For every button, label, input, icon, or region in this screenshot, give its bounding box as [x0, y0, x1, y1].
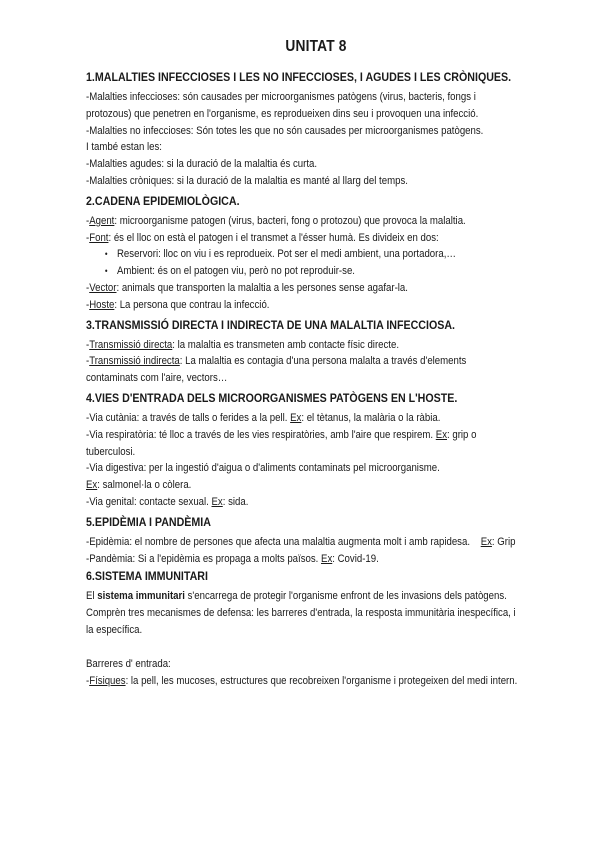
via-respiratoria-text: -Via respiratòria: té lloc a través de les vies respiratòries, amb l'aire que respirem. [86, 428, 436, 441]
vector-line: -Vector: animals que transporten la malaltia a les persones sense agafar-la. [86, 281, 408, 294]
font-line: -Font: és el lloc on està el patogen i el transmet a l'ésser humà. Es divideix en dos: [86, 231, 439, 244]
via-genital-line [86, 494, 545, 511]
hoste-definition: : La persona que contrau la infecció. [114, 298, 270, 311]
indirect-definition: : La malaltia es contagia d'una persona malalta a través d'elements [179, 355, 467, 368]
font-definition: : és el lloc on està el patogen i el transmet a l'ésser humà. Es divideix en dos: [108, 231, 439, 244]
page-title: UNITAT 8 [285, 38, 347, 55]
section-4-heading: 4.VIES D'ENTRADA DELS MICROORGANISMES PATÒGENS EN L'HOSTE. [86, 390, 458, 405]
agent-line: -Agent: microorganisme patogen (virus, bacteri, fong o protozou) que provoca la malaltia. [86, 214, 466, 227]
immune-line-3: la específica. [86, 623, 143, 636]
section-2-heading: 2.CADENA EPIDEMIOLÒGICA. [86, 193, 240, 208]
bullet-reservori: • Reservori: lloc on viu i es reprodueix. Pot ser el medi ambient, una portadora,… [86, 246, 576, 263]
s1-line-1: -Malalties infeccioses: són causades per microorganismes patògens (virus, bacteris, fongs i [86, 91, 476, 103]
indirect-line-2: contaminats com l'aire, vectors… [86, 372, 228, 385]
via-digestiva-line: -Via digestiva: per la ingestió d'aigua o d'aliments contaminats pel microorganisme. [86, 462, 440, 475]
immune-line-2: Comprèn tres mecanismes de defensa: les barreres d'entrada, la resposta immunitària inespecífica, i [86, 607, 516, 620]
via-cutania-example: : el tètanus, la malària o la ràbia. [301, 411, 441, 424]
document-page [86, 38, 546, 689]
via-cutania-text: -Via cutània: a través de talls o ferides a la pell. [86, 411, 291, 424]
example-label: Ex [435, 428, 448, 441]
via-respiratoria-line-2: tuberculosi. [86, 445, 136, 458]
hoste-line: -Hoste: La persona que contrau la infecció. [86, 298, 270, 311]
bullet-ambient: • Ambient: és on el patogen viu, però no pot reproduir-se. [86, 263, 576, 280]
indirect-term: Transmissió indirecta [89, 355, 180, 368]
example-label: Ex [211, 495, 223, 508]
via-genital-example: : sida. [222, 495, 249, 508]
agent-definition: : microorganisme patogen (virus, bacteri, fong o protozou) que provoca la malaltia. [114, 214, 466, 227]
s1-line-2: protozous) que penetren en l'organisme, es reprodueixen dins seu i provoquen una infecció. [86, 107, 479, 120]
direct-line: -Transmissió directa: la malaltia es transmeten amb contacte físic directe. [86, 338, 400, 351]
via-cutania-line [86, 410, 545, 427]
indirect-line: -Transmissió indirecta: La malaltia es contagia d'una persona malalta a través d'elements [86, 355, 467, 368]
example-label: Ex [290, 411, 302, 424]
s1-line-4: I també estan les: [86, 141, 162, 154]
vector-term: Vector [89, 281, 117, 294]
barriers-heading: Barreres d' entrada: [86, 657, 171, 670]
example-label: Ex [86, 479, 98, 492]
font-term: Font [89, 231, 109, 244]
pandemia-example: : Covid-19. [332, 552, 379, 565]
section-3-heading: 3.TRANSMISSIÓ DIRECTA I INDIRECTA DE UNA MALALTIA INFECCIOSA. [86, 317, 456, 332]
vector-definition: : animals que transporten la malaltia a les persones sense agafar-la. [116, 281, 408, 294]
immune-intro-text: s'encarrega de protegir l'organisme enfront de les invasions dels patògens. [184, 590, 507, 603]
epidemia-line [86, 534, 545, 551]
via-digestiva-example-line [86, 477, 545, 494]
via-respiratoria-line [86, 427, 545, 444]
immune-intro-line [86, 588, 545, 605]
direct-definition: : la malaltia es transmeten amb contacte físic directe. [172, 338, 400, 351]
pandemia-text: -Pandèmia: Si a l'epidèmia es propaga a molts països. [86, 552, 322, 565]
s1-line-5: -Malalties agudes: si la duració de la malaltia és curta. [86, 158, 318, 171]
via-digestiva-example: : salmonel·la o còlera. [97, 479, 192, 492]
pandemia-line [86, 551, 545, 568]
epidemia-text: -Epidèmia: el nombre de persones que afecta una malaltia augmenta molt i amb rapidesa. [86, 535, 481, 548]
hoste-term: Hoste [89, 298, 115, 311]
section-5-heading: 5.EPIDÈMIA I PANDÈMIA [86, 514, 211, 529]
section-6-heading: 6.SISTEMA IMMUNITARI [86, 569, 208, 584]
fisiques-term: Físiques [89, 674, 126, 687]
via-respiratoria-example: : grip o [447, 428, 477, 441]
immune-system-term: sistema immunitari [97, 590, 185, 603]
s1-line-3: -Malalties no infeccioses: Són totes les que no són causades per microorganismes patògens. [86, 124, 484, 137]
direct-term: Transmissió directa [89, 338, 173, 351]
epidemia-example: : Grip [491, 535, 516, 548]
agent-term: Agent [89, 214, 115, 227]
example-label: Ex [321, 552, 333, 565]
immune-intro-prefix: El [86, 590, 98, 603]
fisiques-definition: : la pell, les mucoses, estructures que recobreixen l'organisme i protegeixen del medi intern. [125, 674, 518, 687]
fisiques-line: -Físiques: la pell, les mucoses, estructures que recobreixen l'organisme i protegeixen del medi intern. [86, 674, 518, 687]
via-genital-text: -Via genital: contacte sexual. [86, 495, 212, 508]
example-label: Ex [480, 535, 492, 548]
s1-line-6: -Malalties cròniques: si la duració de la malaltia es manté al llarg del temps. [86, 174, 408, 187]
section-1-heading: 1.MALALTIES INFECCIOSES I LES NO INFECCIOSES, I AGUDES I LES CRÒNIQUES. [86, 70, 512, 84]
